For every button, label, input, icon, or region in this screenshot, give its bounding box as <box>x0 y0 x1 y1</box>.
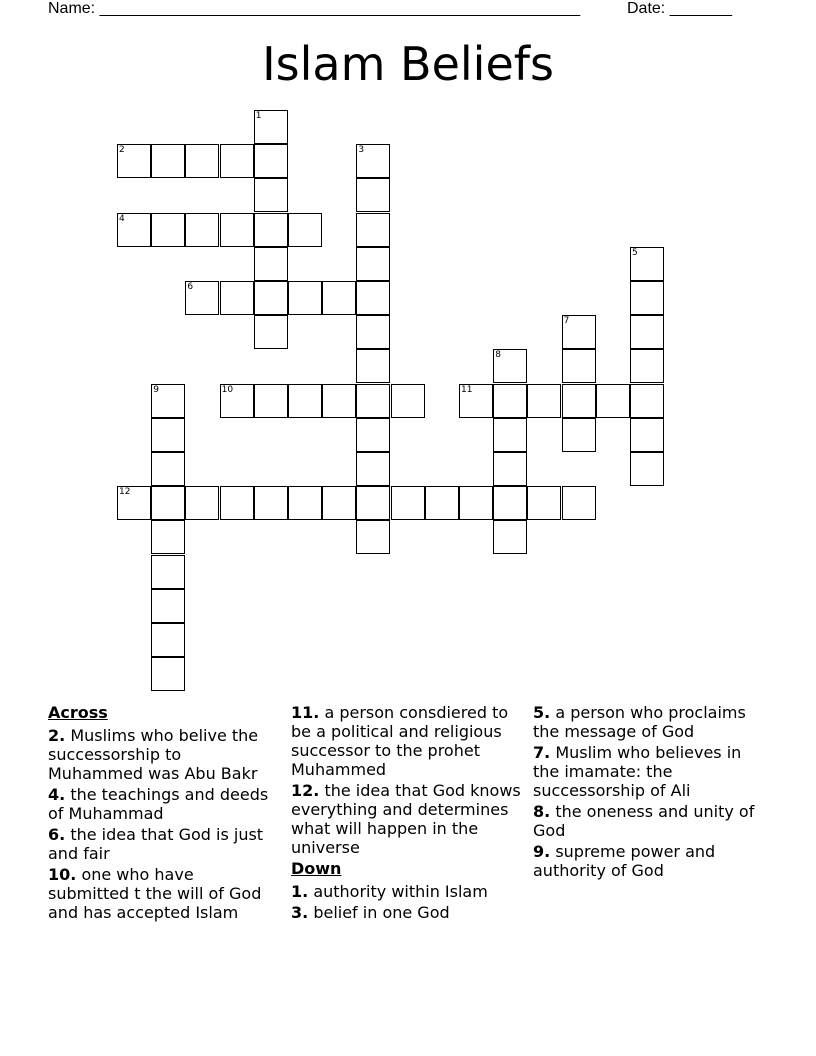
crossword-cell[interactable] <box>630 418 664 452</box>
crossword-cell[interactable] <box>356 418 390 452</box>
across-heading: Across <box>48 703 108 722</box>
crossword-cell[interactable] <box>151 452 185 486</box>
crossword-cell[interactable] <box>356 486 390 520</box>
clue-across-12: 12. the idea that God knows everything and determines what will happen in the universe <box>291 781 521 857</box>
crossword-cell[interactable] <box>254 178 288 212</box>
crossword-cell[interactable] <box>151 486 185 520</box>
crossword-cell[interactable] <box>151 589 185 623</box>
clue-number: 5 <box>632 247 638 258</box>
clues-column-2 <box>291 703 521 924</box>
crossword-cell[interactable] <box>356 384 390 418</box>
crossword-cell[interactable] <box>630 315 664 349</box>
clue-across-6: 6. the idea that God is just and fair <box>48 825 264 863</box>
clue-across-11: 11. a person consdiered to be a political and religious successor to the prohet Muhammed <box>291 703 509 779</box>
clue-number: 12 <box>119 487 131 498</box>
crossword-cell[interactable] <box>493 384 527 418</box>
crossword-cell[interactable] <box>151 384 185 418</box>
down-heading: Down <box>291 859 342 878</box>
crossword-cell[interactable] <box>254 110 288 144</box>
clue-number: 8 <box>495 350 501 361</box>
crossword-cell[interactable] <box>151 623 185 657</box>
crossword-cell[interactable] <box>254 213 288 247</box>
crossword-cell[interactable] <box>322 281 356 315</box>
crossword-cell[interactable] <box>493 486 527 520</box>
crossword-cell[interactable] <box>356 178 390 212</box>
crossword-cell[interactable] <box>596 384 630 418</box>
crossword-cell[interactable] <box>562 486 596 520</box>
crossword-cell[interactable] <box>151 657 185 691</box>
crossword-cell[interactable] <box>356 452 390 486</box>
crossword-cell[interactable] <box>527 384 561 418</box>
clue-across-10: 10. one who have submitted t the will of God and has accepted Islam <box>48 865 262 922</box>
crossword-cell[interactable] <box>151 520 185 554</box>
crossword-cell[interactable] <box>562 349 596 383</box>
clue-down-3: 3. belief in one God <box>291 903 450 922</box>
crossword-cell[interactable] <box>288 213 322 247</box>
crossword-cell[interactable] <box>220 384 254 418</box>
crossword-cell[interactable] <box>493 520 527 554</box>
clue-number: 2 <box>119 145 125 156</box>
crossword-cell[interactable] <box>185 144 219 178</box>
crossword-cell[interactable] <box>254 144 288 178</box>
crossword-cell[interactable] <box>356 349 390 383</box>
date-field[interactable]: Date: _______ <box>627 0 732 17</box>
clue-number: 1 <box>255 111 262 121</box>
crossword-cell[interactable] <box>493 349 527 383</box>
clue-down-8: 8. the oneness and unity of God <box>533 802 755 840</box>
crossword-cell[interactable] <box>322 486 356 520</box>
crossword-cell[interactable] <box>562 384 596 418</box>
crossword-cell[interactable] <box>185 486 219 520</box>
crossword-cell[interactable] <box>288 384 322 418</box>
crossword-cell[interactable] <box>254 281 288 315</box>
crossword-cell[interactable] <box>151 555 185 589</box>
clue-down-7: 7. Muslim who believes in the imamate: the successorship of Ali <box>533 743 742 800</box>
crossword-cell[interactable] <box>356 144 390 178</box>
crossword-cell[interactable] <box>185 213 219 247</box>
clue-number: 9 <box>153 384 159 395</box>
clue-down-1: 1. authority within Islam <box>291 882 488 901</box>
crossword-cell[interactable] <box>117 144 151 178</box>
crossword-cell[interactable] <box>254 247 288 281</box>
crossword-cell[interactable] <box>562 418 596 452</box>
crossword-cell[interactable] <box>562 315 596 349</box>
page-title: Islam Beliefs <box>262 37 554 91</box>
crossword-cell[interactable] <box>630 349 664 383</box>
crossword-cell[interactable] <box>356 247 390 281</box>
crossword-cell[interactable] <box>356 281 390 315</box>
crossword-cell[interactable] <box>254 315 288 349</box>
crossword-cell[interactable] <box>459 486 493 520</box>
clue-number: 10 <box>221 384 234 395</box>
clue-number: 3 <box>358 145 365 156</box>
crossword-cell[interactable] <box>425 486 459 520</box>
clue-down-9: 9. supreme power and authority of God <box>533 842 716 880</box>
crossword-cell[interactable] <box>630 247 664 281</box>
crossword-cell[interactable] <box>288 281 322 315</box>
crossword-cell[interactable] <box>322 384 356 418</box>
crossword-cell[interactable] <box>356 213 390 247</box>
clue-across-2: 2. Muslims who belive the successorship to Muhammed was Abu Bakr <box>48 726 259 783</box>
crossword-cell[interactable] <box>630 384 664 418</box>
clue-across-4: 4. the teachings and deeds of Muhammad <box>48 785 269 823</box>
crossword-cell[interactable] <box>630 452 664 486</box>
crossword-cell[interactable] <box>356 315 390 349</box>
clue-number: 11 <box>461 384 473 395</box>
crossword-cell[interactable] <box>185 281 219 315</box>
crossword-cell[interactable] <box>391 384 425 418</box>
crossword-cell[interactable] <box>493 452 527 486</box>
crossword-cell[interactable] <box>117 486 151 520</box>
crossword-cell[interactable] <box>356 520 390 554</box>
crossword-cell[interactable] <box>220 213 254 247</box>
crossword-cell[interactable] <box>493 418 527 452</box>
crossword-cell[interactable] <box>220 281 254 315</box>
clue-number: 7 <box>563 316 570 327</box>
crossword-cell[interactable] <box>254 384 288 418</box>
clues-column-3 <box>533 703 763 882</box>
crossword-cell[interactable] <box>151 213 185 247</box>
crossword-cell[interactable] <box>151 144 185 178</box>
crossword-cell[interactable] <box>151 418 185 452</box>
clue-number: 4 <box>119 213 125 224</box>
clues-column-1 <box>48 703 278 924</box>
crossword-cell[interactable] <box>391 486 425 520</box>
crossword-cell[interactable] <box>117 213 151 247</box>
crossword-cell[interactable] <box>459 384 493 418</box>
crossword-cell[interactable] <box>527 486 561 520</box>
crossword-cell[interactable] <box>630 281 664 315</box>
crossword-cell[interactable] <box>288 486 322 520</box>
crossword-cell[interactable] <box>220 486 254 520</box>
clue-down-5: 5. a person who proclaims the message of God <box>533 703 746 741</box>
crossword-cell[interactable] <box>220 144 254 178</box>
crossword-cell[interactable] <box>254 486 288 520</box>
name-field[interactable]: Name: ______________________________________________________ <box>48 0 581 17</box>
clue-number: 6 <box>187 282 194 292</box>
